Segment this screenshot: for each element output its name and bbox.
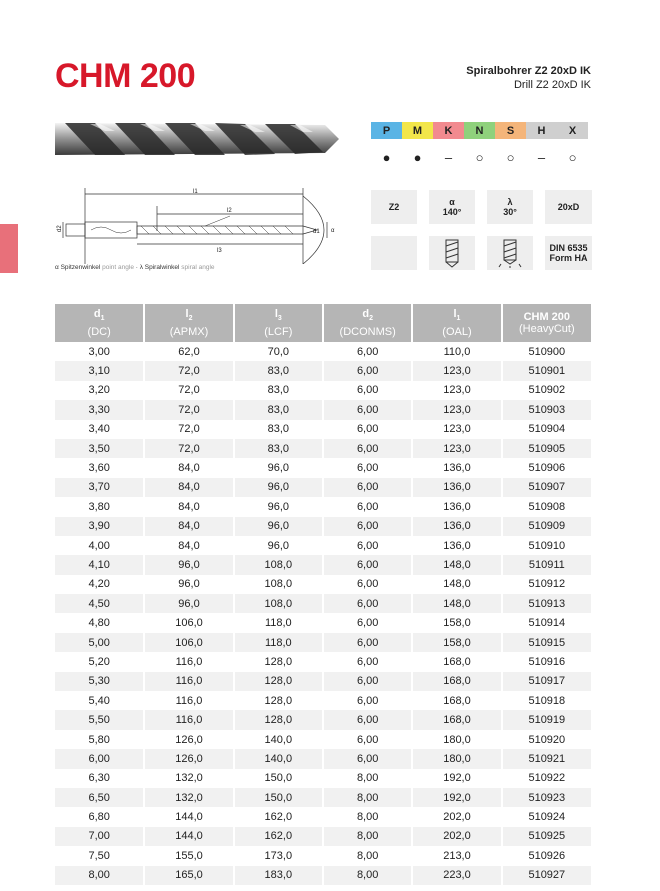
table-row	[55, 691, 591, 710]
table-cell: 3,10	[55, 361, 144, 380]
table-cell: 118,0	[234, 633, 323, 652]
iso-header-m: M	[402, 122, 433, 139]
table-cell: 510905	[502, 439, 591, 458]
table-cell: 6,00	[323, 400, 412, 419]
table-cell: 165,0	[144, 866, 233, 885]
din-line1: DIN 6535	[549, 243, 588, 253]
table-cell: 213,0	[412, 846, 501, 865]
table-cell: 116,0	[144, 710, 233, 729]
column-header	[323, 304, 412, 342]
table-cell: 6,00	[55, 749, 144, 768]
iso-suitability-h: –	[526, 139, 557, 175]
table-cell: 148,0	[412, 594, 501, 613]
table-cell: 6,00	[323, 730, 412, 749]
iso-header-k: K	[433, 122, 464, 139]
table-cell: 136,0	[412, 478, 501, 497]
table-cell: 6,00	[323, 652, 412, 671]
din-standard-box	[545, 236, 592, 270]
table-cell: 168,0	[412, 672, 501, 691]
din-line2: Form HA	[549, 253, 588, 263]
iso-suitability-n: ○	[464, 139, 495, 175]
table-cell: 106,0	[144, 613, 233, 632]
table-cell: 155,0	[144, 846, 233, 865]
table-cell: 5,40	[55, 691, 144, 710]
drill-dimension-drawing	[55, 186, 340, 264]
table-cell: 510904	[502, 420, 591, 439]
table-cell: 148,0	[412, 555, 501, 574]
table-cell: 180,0	[412, 730, 501, 749]
table-cell: 62,0	[144, 342, 233, 361]
table-cell: 8,00	[323, 827, 412, 846]
table-cell: 6,00	[323, 381, 412, 400]
table-cell: 96,0	[144, 575, 233, 594]
table-cell: 510922	[502, 769, 591, 788]
table-cell: 510910	[502, 536, 591, 555]
table-cell: 6,00	[323, 361, 412, 380]
iso-header-h: H	[526, 122, 557, 139]
table-cell: 6,80	[55, 807, 144, 826]
column-subscript: 1	[100, 315, 105, 323]
table-cell: 4,20	[55, 575, 144, 594]
column-subscript: 1	[456, 315, 461, 323]
table-cell: 140,0	[234, 749, 323, 768]
table-cell: 6,00	[323, 710, 412, 729]
table-cell: 162,0	[234, 827, 323, 846]
table-cell: 6,00	[323, 517, 412, 536]
table-cell: 136,0	[412, 536, 501, 555]
table-cell: 148,0	[412, 575, 501, 594]
iso-suitability-s: ○	[495, 139, 526, 175]
table-cell: 3,20	[55, 381, 144, 400]
table-cell: 6,00	[323, 575, 412, 594]
table-cell: 144,0	[144, 807, 233, 826]
table-cell: 132,0	[144, 788, 233, 807]
table-cell: 84,0	[144, 517, 233, 536]
table-row	[55, 866, 591, 885]
lambda-de: λ Spiralwinkel	[139, 264, 180, 271]
table-cell: 116,0	[144, 672, 233, 691]
table-cell: 510920	[502, 730, 591, 749]
flutes-value: Z2	[388, 202, 400, 212]
spiral-angle-box	[487, 190, 533, 224]
column-header	[502, 304, 591, 342]
table-cell: 6,00	[323, 536, 412, 555]
table-cell: 136,0	[412, 458, 501, 477]
table-cell: 510902	[502, 381, 591, 400]
table-cell: 510912	[502, 575, 591, 594]
angle-legend	[55, 264, 215, 271]
table-cell: 5,20	[55, 652, 144, 671]
table-cell: 6,00	[323, 691, 412, 710]
table-cell: 173,0	[234, 846, 323, 865]
table-cell: 510921	[502, 749, 591, 768]
column-subscript: 2	[369, 315, 373, 323]
table-row	[55, 730, 591, 749]
iso-header-p: P	[371, 122, 402, 139]
table-cell: 8,00	[323, 769, 412, 788]
table-cell: 5,00	[55, 633, 144, 652]
column-subscript: 3	[277, 315, 282, 323]
table-cell: 162,0	[234, 807, 323, 826]
table-cell: 510907	[502, 478, 591, 497]
column-subscript: 2	[188, 315, 193, 323]
alpha-symbol: α	[449, 197, 455, 207]
column-symbol: d	[362, 308, 370, 321]
table-cell: 132,0	[144, 769, 233, 788]
table-cell: 150,0	[234, 788, 323, 807]
column-code: (APMX)	[169, 325, 209, 338]
table-cell: 83,0	[234, 361, 323, 380]
column-code: (OAL)	[442, 325, 472, 338]
table-cell: 3,80	[55, 497, 144, 516]
table-cell: 70,0	[234, 342, 323, 361]
table-cell: 6,00	[323, 555, 412, 574]
table-header-row	[55, 304, 591, 342]
column-symbol: l	[274, 308, 278, 321]
table-row	[55, 439, 591, 458]
table-cell: 510909	[502, 517, 591, 536]
table-cell: 510924	[502, 807, 591, 826]
table-cell: 5,80	[55, 730, 144, 749]
column-header	[412, 304, 501, 342]
table-cell: 6,00	[323, 439, 412, 458]
table-cell: 8,00	[323, 866, 412, 885]
iso-suitability-p: ●	[371, 139, 402, 175]
table-cell: 510916	[502, 652, 591, 671]
table-cell: 8,00	[323, 807, 412, 826]
table-cell: 3,50	[55, 439, 144, 458]
table-row	[55, 652, 591, 671]
table-row	[55, 497, 591, 516]
table-cell: 6,00	[323, 672, 412, 691]
solid-shank-box	[429, 236, 475, 270]
table-cell: 3,90	[55, 517, 144, 536]
table-cell: 510925	[502, 827, 591, 846]
table-cell: 123,0	[412, 400, 501, 419]
table-cell: 510927	[502, 866, 591, 885]
side-section-tab	[0, 224, 18, 273]
table-row	[55, 458, 591, 477]
table-row	[55, 575, 591, 594]
table-cell: 106,0	[144, 633, 233, 652]
table-cell: 72,0	[144, 400, 233, 419]
table-cell: 3,40	[55, 420, 144, 439]
table-cell: 4,50	[55, 594, 144, 613]
subtitle-english: Drill Z2 20xD IK	[513, 79, 591, 91]
table-cell: 126,0	[144, 730, 233, 749]
table-row	[55, 400, 591, 419]
table-cell: 8,00	[323, 846, 412, 865]
table-cell: 83,0	[234, 381, 323, 400]
table-cell: 136,0	[412, 497, 501, 516]
table-cell: 83,0	[234, 400, 323, 419]
table-cell: 123,0	[412, 361, 501, 380]
table-cell: 6,00	[323, 478, 412, 497]
table-cell: 150,0	[234, 769, 323, 788]
table-cell: 510908	[502, 497, 591, 516]
table-cell: 5,30	[55, 672, 144, 691]
table-cell: 7,00	[55, 827, 144, 846]
dim-label-d1: d1	[313, 229, 320, 235]
dim-label-d2: d2	[57, 225, 63, 232]
solid-shank-icon	[442, 238, 462, 268]
table-cell: 168,0	[412, 710, 501, 729]
table-row	[55, 769, 591, 788]
point-angle-box	[429, 190, 475, 224]
table-row	[55, 788, 591, 807]
iso-material-table	[371, 122, 588, 175]
table-cell: 96,0	[234, 458, 323, 477]
length-box	[545, 190, 592, 224]
table-row	[55, 594, 591, 613]
table-row	[55, 710, 591, 729]
table-cell: 84,0	[144, 458, 233, 477]
table-cell: 4,80	[55, 613, 144, 632]
table-cell: 510923	[502, 788, 591, 807]
table-cell: 6,00	[323, 458, 412, 477]
page-title: CHM 200	[55, 57, 196, 95]
dim-label-l2: l2	[227, 208, 232, 214]
column-code: (DC)	[87, 325, 111, 338]
table-cell: 123,0	[412, 420, 501, 439]
iso-suitability-x: ○	[557, 139, 588, 175]
flutes-box	[371, 190, 417, 224]
table-cell: 118,0	[234, 613, 323, 632]
table-cell: 128,0	[234, 652, 323, 671]
lambda-en: spiral angle	[181, 264, 215, 271]
table-cell: 4,10	[55, 555, 144, 574]
table-row	[55, 827, 591, 846]
table-cell: 3,60	[55, 458, 144, 477]
lambda-value: 30°	[503, 207, 517, 217]
table-cell: 510918	[502, 691, 591, 710]
table-cell: 123,0	[412, 439, 501, 458]
column-header	[144, 304, 233, 342]
table-cell: 128,0	[234, 710, 323, 729]
table-cell: 6,50	[55, 788, 144, 807]
table-cell: 6,00	[323, 497, 412, 516]
blank-box	[371, 236, 417, 270]
table-row	[55, 381, 591, 400]
table-cell: 6,00	[323, 594, 412, 613]
table-cell: 72,0	[144, 420, 233, 439]
table-cell: 510901	[502, 361, 591, 380]
table-cell: 510913	[502, 594, 591, 613]
table-cell: 158,0	[412, 613, 501, 632]
table-cell: 3,30	[55, 400, 144, 419]
table-row	[55, 478, 591, 497]
table-cell: 116,0	[144, 691, 233, 710]
table-cell: 4,00	[55, 536, 144, 555]
table-cell: 510914	[502, 613, 591, 632]
table-cell: 510900	[502, 342, 591, 361]
coolant-through-icon	[498, 238, 522, 268]
table-cell: 510919	[502, 710, 591, 729]
table-cell: 96,0	[234, 517, 323, 536]
table-cell: 6,30	[55, 769, 144, 788]
column-code: (LCF)	[264, 325, 293, 338]
column-header	[234, 304, 323, 342]
table-cell: 128,0	[234, 691, 323, 710]
subtitle-german: Spiralbohrer Z2 20xD IK	[466, 65, 591, 77]
table-cell: 116,0	[144, 652, 233, 671]
table-cell: 72,0	[144, 361, 233, 380]
table-cell: 108,0	[234, 594, 323, 613]
table-cell: 3,00	[55, 342, 144, 361]
dim-label-alpha: α	[331, 228, 335, 234]
table-cell: 123,0	[412, 381, 501, 400]
table-row	[55, 342, 591, 361]
alpha-de: α Spitzenwinkel	[55, 264, 101, 271]
table-row	[55, 555, 591, 574]
column-code: (DCONMS)	[339, 325, 396, 338]
table-cell: 83,0	[234, 420, 323, 439]
table-cell: 96,0	[234, 536, 323, 555]
column-symbol: l	[185, 308, 189, 321]
product-subtitle	[466, 64, 591, 92]
table-cell: 180,0	[412, 749, 501, 768]
drill-photo	[55, 117, 340, 161]
iso-header-s: S	[495, 122, 526, 139]
table-cell: 83,0	[234, 439, 323, 458]
table-cell: 108,0	[234, 555, 323, 574]
column-symbol: d	[93, 308, 101, 321]
table-row	[55, 536, 591, 555]
table-row	[55, 807, 591, 826]
column-symbol: l	[453, 308, 457, 321]
table-cell: 168,0	[412, 652, 501, 671]
table-cell: 510906	[502, 458, 591, 477]
table-cell: 72,0	[144, 381, 233, 400]
table-row	[55, 672, 591, 691]
iso-suitability-m: ●	[402, 139, 433, 175]
dim-label-l3: l3	[217, 248, 222, 254]
table-cell: 96,0	[234, 497, 323, 516]
table-cell: 223,0	[412, 866, 501, 885]
table-cell: 128,0	[234, 672, 323, 691]
table-cell: 510911	[502, 555, 591, 574]
iso-header-x: X	[557, 122, 588, 139]
table-cell: 183,0	[234, 866, 323, 885]
table-cell: 3,70	[55, 478, 144, 497]
iso-suitability-k: –	[433, 139, 464, 175]
table-cell: 110,0	[412, 342, 501, 361]
table-cell: 6,00	[323, 613, 412, 632]
table-row	[55, 846, 591, 865]
table-cell: 144,0	[144, 827, 233, 846]
table-cell: 202,0	[412, 827, 501, 846]
column-header	[55, 304, 144, 342]
table-cell: 96,0	[234, 478, 323, 497]
coolant-box	[487, 236, 533, 270]
table-cell: 96,0	[144, 594, 233, 613]
alpha-en: point angle	[102, 264, 134, 271]
separator: ·	[135, 264, 138, 271]
table-cell: 6,00	[323, 420, 412, 439]
table-cell: 5,50	[55, 710, 144, 729]
table-cell: 158,0	[412, 633, 501, 652]
table-cell: 192,0	[412, 769, 501, 788]
table-cell: 510903	[502, 400, 591, 419]
table-cell: 136,0	[412, 517, 501, 536]
alpha-value: 140°	[442, 207, 462, 217]
table-cell: 6,00	[323, 342, 412, 361]
table-row	[55, 613, 591, 632]
table-cell: 96,0	[144, 555, 233, 574]
length-value: 20xD	[557, 202, 580, 212]
table-cell: 108,0	[234, 575, 323, 594]
table-cell: 140,0	[234, 730, 323, 749]
table-cell: 510926	[502, 846, 591, 865]
table-row	[55, 517, 591, 536]
table-row	[55, 420, 591, 439]
table-cell: 6,00	[323, 749, 412, 768]
table-cell: 84,0	[144, 497, 233, 516]
table-cell: 8,00	[55, 866, 144, 885]
iso-header-n: N	[464, 122, 495, 139]
table-cell: 8,00	[323, 788, 412, 807]
table-cell: 126,0	[144, 749, 233, 768]
table-cell: 168,0	[412, 691, 501, 710]
lambda-symbol: λ	[507, 197, 513, 207]
table-row	[55, 633, 591, 652]
dim-label-l1: l1	[193, 189, 198, 195]
table-cell: 192,0	[412, 788, 501, 807]
table-cell: 84,0	[144, 536, 233, 555]
table-cell: 6,00	[323, 633, 412, 652]
column-code: (HeavyCut)	[519, 323, 575, 335]
table-row	[55, 749, 591, 768]
table-cell: 7,50	[55, 846, 144, 865]
table-cell: 510917	[502, 672, 591, 691]
table-cell: 84,0	[144, 478, 233, 497]
dimension-table	[55, 304, 591, 885]
table-cell: 72,0	[144, 439, 233, 458]
column-symbol: CHM 200	[523, 311, 571, 323]
table-row	[55, 361, 591, 380]
table-cell: 202,0	[412, 807, 501, 826]
table-cell: 510915	[502, 633, 591, 652]
